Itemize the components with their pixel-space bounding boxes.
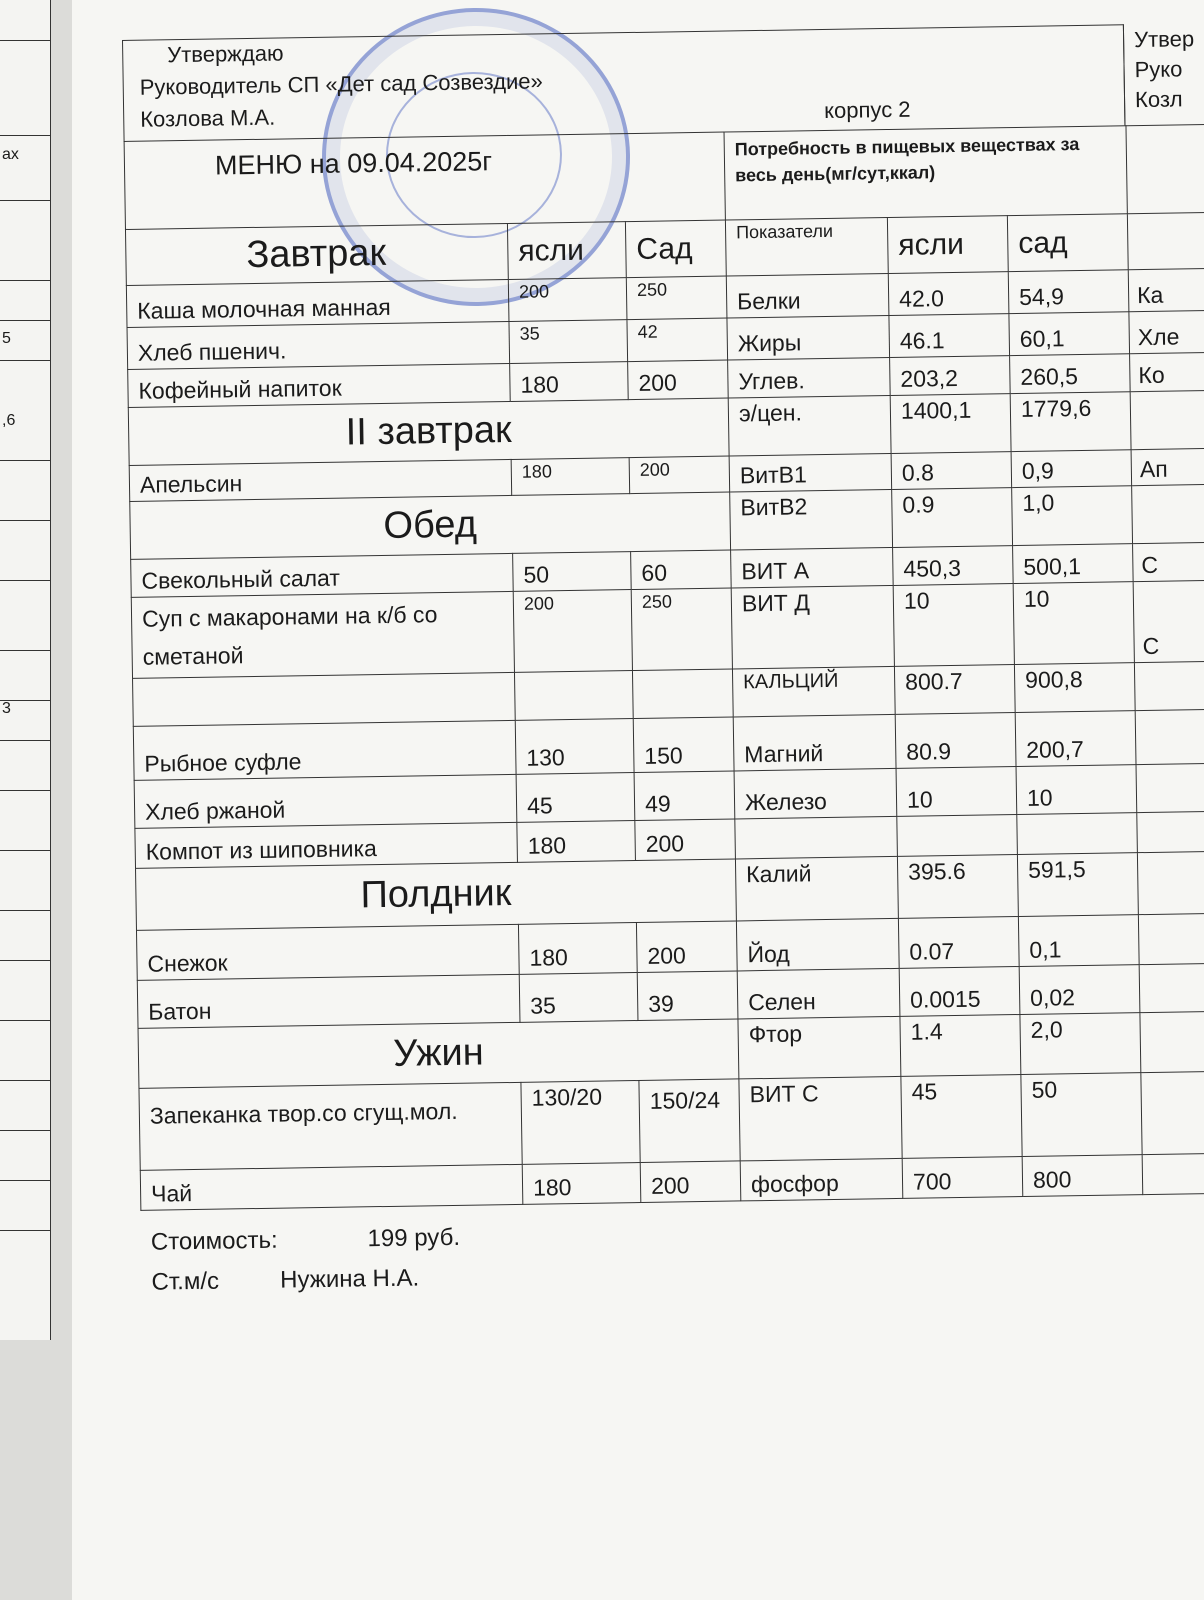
nutrient-name: Магний xyxy=(733,714,896,771)
nutrient-name: ВИТ А xyxy=(731,547,894,588)
nutrient-nursery: 45 xyxy=(901,1075,1022,1159)
section-dinner: Ужин xyxy=(138,1019,739,1088)
left-fragment: ,6 xyxy=(2,412,16,429)
menu-footer xyxy=(151,1206,1204,1303)
edge-fragment: Ка xyxy=(1128,268,1204,311)
edge-fragment: С xyxy=(1133,580,1204,662)
menu-sheet xyxy=(72,0,1204,1600)
dish-garden: 150/24 xyxy=(639,1079,740,1163)
dish-nursery: 180 xyxy=(522,1162,641,1204)
dish-nursery: 35 xyxy=(509,320,628,364)
needs-title: Потребность в пищевых веществах за весь день(мг/сут,ккал) xyxy=(724,126,1127,220)
section-breakfast: Завтрак xyxy=(125,223,508,285)
section-lunch: Обед xyxy=(130,492,731,559)
nutrient-name: Калий xyxy=(735,856,898,921)
nutrient-nursery: 0.8 xyxy=(891,452,1012,490)
approval-header xyxy=(122,24,1195,141)
nutrient-nursery: 46.1 xyxy=(889,314,1010,358)
adjacent-sheet xyxy=(0,0,51,1340)
nutrient-garden: 2,0 xyxy=(1020,1013,1141,1075)
nutrient-garden: 1779,6 xyxy=(1010,392,1131,452)
dish-garden: 49 xyxy=(634,771,735,821)
dish-name: Снежок xyxy=(136,924,519,980)
head-name: Козлова М.А. xyxy=(140,104,276,132)
nutrient-name: Железо xyxy=(734,768,897,819)
dish-nursery: 200 xyxy=(513,590,632,673)
nutrient-garden: 10 xyxy=(1016,765,1137,815)
adjacent-header-fragment: Утвер Руко Козл xyxy=(1123,24,1204,125)
col-garden: Сад xyxy=(625,220,726,278)
dish-name: Хлеб пшенич. xyxy=(127,321,510,369)
section-snack: Полдник xyxy=(136,859,737,930)
nutrient-name: э/цен. xyxy=(728,395,891,456)
nutrient-name: ВитВ1 xyxy=(729,453,892,492)
nurse-name: Нужина Н.А. xyxy=(279,1264,420,1294)
nutrient-nursery: 80.9 xyxy=(895,713,1016,769)
nutrient-name: ВитВ2 xyxy=(730,489,893,550)
dish-garden: 200 xyxy=(635,819,736,861)
dish-garden: 200 xyxy=(636,921,737,973)
table-row xyxy=(124,124,1204,229)
nutrient-nursery: 800.7 xyxy=(894,665,1015,715)
cost-label: Стоимость: xyxy=(150,1226,278,1256)
nutrient-name: Йод xyxy=(736,918,899,971)
nutrient-nursery: 700 xyxy=(902,1156,1023,1198)
nutrient-nursery: 10 xyxy=(893,584,1014,667)
dish-name: Запеканка твор.со сгущ.мол. xyxy=(139,1082,522,1170)
nutrient-garden: 1,0 xyxy=(1012,486,1133,546)
col-nursery-needs: ясли xyxy=(887,216,1008,274)
dish-garden: 250 xyxy=(631,588,732,671)
dish-garden: 39 xyxy=(637,971,738,1021)
nutrient-nursery: 450,3 xyxy=(893,546,1014,586)
col-garden-needs: сад xyxy=(1007,214,1128,272)
dish-garden: 42 xyxy=(627,318,728,362)
dish-garden: 150 xyxy=(633,717,734,773)
nutrient-garden: 54,9 xyxy=(1008,270,1129,314)
nutrient-garden: 900,8 xyxy=(1014,663,1135,713)
col-nursery: ясли xyxy=(507,222,626,280)
left-fragment: ах xyxy=(2,146,19,163)
nutrient-nursery: 1.4 xyxy=(900,1015,1021,1077)
nutrient-nursery: 0.9 xyxy=(892,488,1013,548)
nutrient-garden: 200,7 xyxy=(1015,711,1136,767)
edge-fragment: Ап xyxy=(1131,448,1204,485)
dish-nursery: 45 xyxy=(516,773,635,823)
nutrient-name: ВИТ С xyxy=(739,1076,902,1161)
edge-fragment: Хле xyxy=(1129,310,1204,353)
nutrient-garden: 50 xyxy=(1021,1073,1142,1157)
nutrient-name: Селен xyxy=(737,968,900,1019)
nutrient-garden: 0,1 xyxy=(1018,915,1139,967)
nutrient-nursery: 395.6 xyxy=(897,855,1018,919)
nutrient-garden: 260,5 xyxy=(1010,354,1131,394)
corpus-label: корпус 2 xyxy=(823,96,911,123)
dish-name: Батон xyxy=(137,974,520,1028)
nutrient-name: КАЛЬЦИЙ xyxy=(732,666,895,717)
edge-fragment: С xyxy=(1133,542,1204,581)
nutrient-garden: 0,9 xyxy=(1011,450,1132,488)
dish-name: Суп с макаронами на к/б со сметаной xyxy=(131,591,514,678)
dish-nursery: 130/20 xyxy=(521,1081,640,1165)
nutrient-name: Жиры xyxy=(727,315,890,360)
nutrient-garden: 0,02 xyxy=(1019,965,1140,1015)
left-fragment: 3 xyxy=(2,700,11,717)
menu-document xyxy=(122,23,1204,1303)
nutrient-garden: 60,1 xyxy=(1009,312,1130,356)
nutrient-nursery: 42.0 xyxy=(888,272,1009,316)
dish-nursery: 50 xyxy=(513,552,632,592)
nutrient-name: Белки xyxy=(726,273,889,318)
dish-nursery: 35 xyxy=(519,973,638,1023)
dish-nursery: 200 xyxy=(508,278,627,322)
section-breakfast2: II завтрак xyxy=(128,398,729,465)
dish-name: Хлеб ржаной xyxy=(134,774,517,828)
left-fragment: 5 xyxy=(2,330,11,347)
dish-name: Чай xyxy=(140,1164,523,1210)
nutrient-nursery: 10 xyxy=(896,767,1017,817)
nutrient-name: Углев. xyxy=(728,357,891,398)
edge-fragment: Ко xyxy=(1130,352,1204,391)
nutrient-garden: 591,5 xyxy=(1017,853,1138,917)
dish-garden: 200 xyxy=(628,360,729,400)
nutrient-garden: 800 xyxy=(1022,1155,1143,1197)
nutrient-garden: 10 xyxy=(1013,582,1134,665)
dish-nursery: 180 xyxy=(511,458,630,496)
nutrient-name: фосфор xyxy=(740,1158,903,1201)
dish-garden: 200 xyxy=(640,1161,741,1203)
dish-name: Свекольный салат xyxy=(131,553,514,597)
col-indicators: Показатели xyxy=(725,217,888,276)
nutrient-nursery: 0.07 xyxy=(898,917,1019,969)
dish-name: Каша молочная манная xyxy=(126,279,509,327)
dish-name: Кофейный напиток xyxy=(128,363,511,407)
dish-nursery: 180 xyxy=(518,923,637,975)
dish-name: Рыбное суфле xyxy=(133,720,516,780)
approve-label: Утверждаю xyxy=(167,40,284,68)
dish-nursery: 180 xyxy=(517,821,636,863)
nutrient-nursery: 203,2 xyxy=(890,356,1011,396)
dish-nursery: 130 xyxy=(515,719,634,775)
nutrient-name: ВИТ Д xyxy=(731,585,894,669)
dish-garden: 250 xyxy=(626,276,727,320)
head-title: Руководитель СП «Дет сад Созвездие» xyxy=(139,68,543,100)
nutrient-garden: 500,1 xyxy=(1013,544,1134,584)
nutrient-name: Фтор xyxy=(738,1016,901,1079)
dish-name: Компот из шиповника xyxy=(135,822,518,868)
dish-garden: 60 xyxy=(631,550,732,590)
menu-table xyxy=(124,124,1204,1211)
nutrient-nursery: 0.0015 xyxy=(899,967,1020,1017)
menu-title: МЕНЮ на 09.04.2025г xyxy=(124,132,725,229)
nutrient-nursery: 1400,1 xyxy=(890,394,1011,454)
cost-value: 199 руб. xyxy=(367,1223,461,1253)
dish-nursery: 180 xyxy=(510,362,629,402)
dish-name: Апельсин xyxy=(129,459,512,501)
dish-garden: 200 xyxy=(629,456,730,494)
nurse-label: Ст.м/с xyxy=(151,1267,220,1296)
